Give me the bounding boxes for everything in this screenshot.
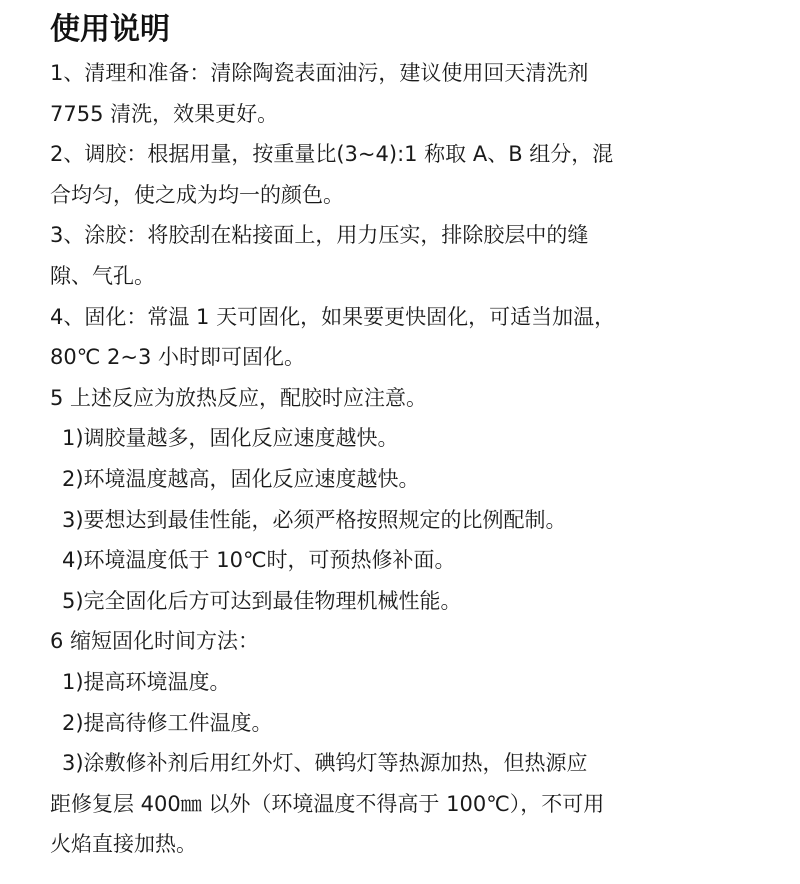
step-4-line-1: 4、固化：常温 1 天可固化，如果要更快固化，可适当加温， [50,304,616,329]
step-2-line-1: 2、调胶：根据用量，按重量比(3~4):1 称取 A、B 组分，混 [50,142,614,167]
step-6-method-3-line-3: 火焰直接加热。 [50,832,197,857]
step-1-line-1: 1、清理和准备：清除陶瓷表面油污，建议使用回天清洗剂 [50,61,589,85]
step-5-note-2: 2)环境温度越高，固化反应速度越快。 [62,466,420,491]
step-6-method-3-line-2: 距修复层 400㎜ 以外（环境温度不得高于 100℃），不可用 [50,791,605,816]
step-6-heading: 6 缩短固化时间方法： [50,629,260,654]
step-4-line-2: 80℃ 2~3 小时即可固化。 [50,345,305,370]
step-2-line-2: 合均匀，使之成为均一的颜色。 [50,182,344,207]
step-6-method-2: 2)提高待修工件温度。 [62,710,273,735]
instruction-document [50,0,690,865]
step-6-method-3-line-1: 3)涂敷修补剂后用红外灯、碘钨灯等热源加热，但热源应 [62,751,588,776]
document-title: 使用说明 [50,12,170,47]
step-1-line-2: 7755 清洗，效果更好。 [50,101,279,126]
step-6-method-1: 1)提高环境温度。 [62,669,231,694]
step-3-line-1: 3、涂胶：将胶刮在粘接面上，用力压实，排除胶层中的缝 [50,223,589,248]
step-5-note-5: 5)完全固化后方可达到最佳物理机械性能。 [62,588,462,613]
step-5-note-4: 4)环境温度低于 10℃时，可预热修补面。 [62,548,456,573]
step-5-heading: 5 上述反应为放热反应，配胶时应注意。 [50,385,428,410]
step-3-line-2: 隙、气孔。 [50,263,155,288]
step-5-note-3: 3)要想达到最佳性能，必须严格按照规定的比例配制。 [62,507,567,532]
step-5-note-1: 1)调胶量越多，固化反应速度越快。 [62,426,399,451]
